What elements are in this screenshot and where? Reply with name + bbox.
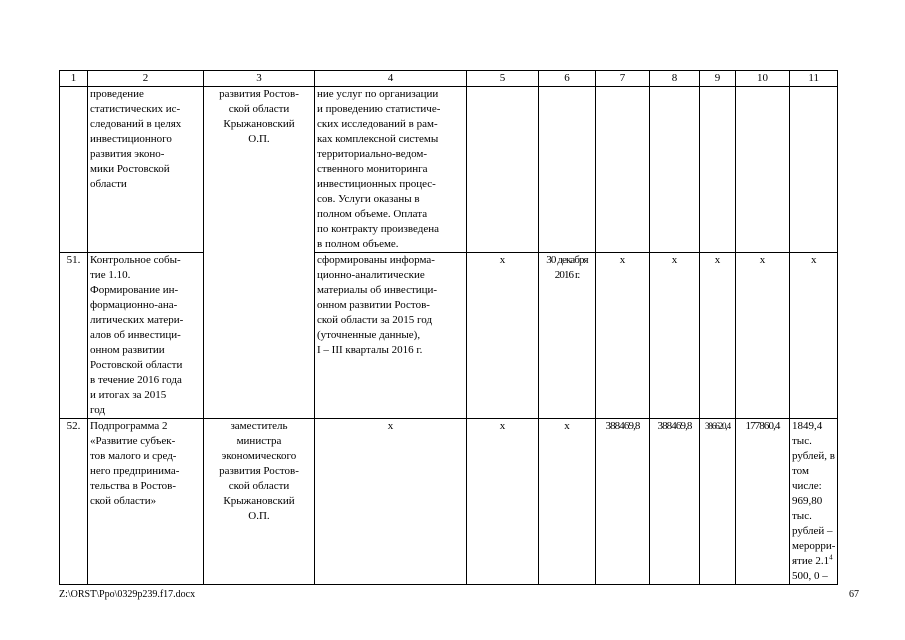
header-cell: 7 — [596, 71, 650, 87]
report-table — [59, 70, 838, 585]
footnote-marker: 4 — [829, 553, 833, 562]
cell — [650, 87, 700, 253]
date-cell: 30 декабря 2016 г. — [539, 253, 596, 419]
event-name-cell: проведение статистических ис- следований в целях инвестиционного развития эконо- мики Ростовской области — [88, 87, 204, 253]
cell — [736, 87, 790, 253]
header-cell: 9 — [700, 71, 736, 87]
table-row-continuation — [60, 87, 838, 253]
amount-cell: 177860,4 — [736, 419, 790, 585]
header-cell: 11 — [790, 71, 838, 87]
header-cell: 6 — [539, 71, 596, 87]
row-number-cell: 51. — [60, 253, 88, 419]
amount-cell: 386620,4 — [700, 419, 736, 585]
footer-page-number: 67 — [849, 589, 859, 600]
amount-cell: 388469,8 — [596, 419, 650, 585]
event-name-cell: Контрольное собы- тие 1.10. Формирование ин- формационно-ана- литических матери- алов об инвестици- онном развитии Ростовской области в течение 2016 года и итогах за 2015 год — [88, 253, 204, 419]
result-cell: х — [315, 419, 467, 585]
responsible-cell: развития Ростов- ской области Крыжановский О.П. — [204, 87, 315, 419]
header-row — [60, 71, 838, 87]
result-cell: ние услуг по организации и проведению статистиче- ских исследований в рам- ках комплексной системы территориально-ведом- ственного мониторинга инвестиционных процес- сов. Услуги оказаны в полном объеме. Оплата по контракту произведена в полном объеме. — [315, 87, 467, 253]
cell — [700, 87, 736, 253]
header-cell: 4 — [315, 71, 467, 87]
cell: х — [650, 253, 700, 419]
header-cell: 8 — [650, 71, 700, 87]
row-number-cell — [60, 87, 88, 253]
responsible-cell: заместитель министра экономического развития Ростов- ской области Крыжановский О.П. — [204, 419, 315, 585]
header-cell: 3 — [204, 71, 315, 87]
header-cell: 10 — [736, 71, 790, 87]
cell — [467, 87, 539, 253]
event-name-cell: Подпрограмма 2 «Развитие субъек- тов малого и сред- него предпринима- тельства в Ростов- ской области» — [88, 419, 204, 585]
note-text: 1849,4 тыс. рублей, в том числе: 969,80 тыс. рублей – мероpри- ятие 2.1 — [792, 420, 836, 567]
result-cell: сформированы информа- ционно-аналитические материалы об инвестици- онном развитии Ростов- ской области за 2015 год (уточненные данные), I – III кварталы 2016 г. — [315, 253, 467, 419]
cell: х — [736, 253, 790, 419]
header-cell: 1 — [60, 71, 88, 87]
cell: х — [596, 253, 650, 419]
table-row-51 — [60, 253, 838, 419]
cell: х — [467, 419, 539, 585]
header-cell: 2 — [88, 71, 204, 87]
cell: х — [700, 253, 736, 419]
note-cell — [790, 419, 838, 585]
cell — [539, 87, 596, 253]
cell: х — [539, 419, 596, 585]
amount-cell: 388469,8 — [650, 419, 700, 585]
header-cell: 5 — [467, 71, 539, 87]
note-text-tail: 500, 0 – — [792, 570, 828, 582]
footer-file-path: Z:\ORST\Ppo\0329p239.f17.docx — [59, 589, 196, 600]
cell: х — [790, 253, 838, 419]
row-number-cell: 52. — [60, 419, 88, 585]
cell: х — [467, 253, 539, 419]
table-row-52 — [60, 419, 838, 585]
cell — [790, 87, 838, 253]
cell — [596, 87, 650, 253]
